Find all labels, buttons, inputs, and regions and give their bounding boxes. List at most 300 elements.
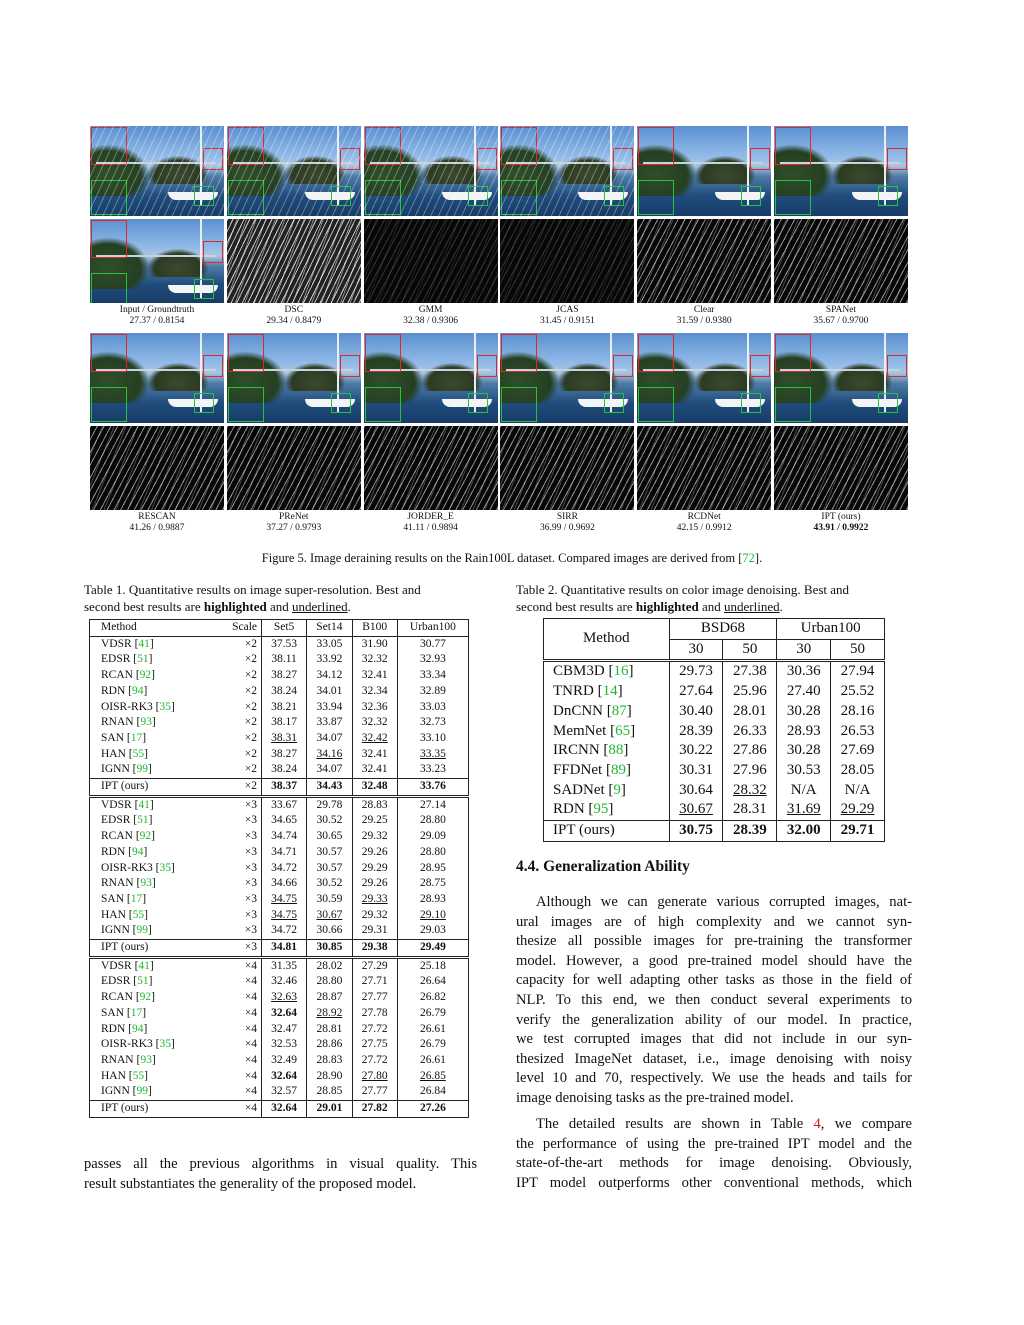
value-cell <box>723 702 777 722</box>
scene-boat <box>578 192 628 200</box>
rain-streak-map <box>364 426 498 510</box>
psnr-ssim-score: 41.11 / 0.9894 <box>403 523 458 533</box>
citation-link[interactable]: 92 <box>139 991 152 1004</box>
value-cell <box>397 1069 468 1085</box>
green-zoom-box <box>228 387 264 422</box>
metric-value: 38.11 <box>271 653 297 666</box>
scale-cell: ×3 <box>209 908 262 924</box>
caption-text: and <box>266 599 292 614</box>
value-cell <box>307 762 353 778</box>
metric-value: 27.78 <box>361 1006 388 1019</box>
citation-link[interactable]: 35 <box>159 861 171 874</box>
psnr-ssim-score: 36.99 / 0.9692 <box>539 523 595 533</box>
value-cell <box>262 684 307 700</box>
citation-link[interactable]: 94 <box>132 845 144 858</box>
red-zoom-box <box>638 334 674 372</box>
green-zoom-box <box>468 393 488 413</box>
derained-image <box>500 126 634 216</box>
metric-value: 27.72 <box>361 1022 388 1035</box>
green-zoom-box <box>91 180 127 215</box>
scale-cell: ×3 <box>209 829 262 845</box>
method-name: IGNN <box>101 1085 130 1098</box>
paragraph-line: the performance of using the pre-trained IPT model and the <box>516 1135 912 1152</box>
citation-link[interactable]: 92 <box>139 830 152 843</box>
citation-link[interactable]: 89 <box>610 761 626 778</box>
psnr-ssim-score: 32.38 / 0.9306 <box>403 316 459 326</box>
scale-cell: ×2 <box>209 636 262 652</box>
metric-value: 28.16 <box>840 702 875 719</box>
value-cell <box>352 684 397 700</box>
value-cell <box>307 700 353 716</box>
scene-mast <box>610 126 612 206</box>
metric-value: 32.32 <box>361 653 388 666</box>
metric-value: 32.57 <box>271 1085 297 1098</box>
method-cell: FFDNet [89] <box>544 761 670 781</box>
value-cell <box>352 1037 397 1053</box>
value-cell <box>262 668 307 684</box>
caption-text: second best results are <box>84 599 204 614</box>
value-cell <box>831 761 885 781</box>
table-row <box>544 702 885 722</box>
method-cell: HAN [55] <box>101 908 148 921</box>
scene-boat <box>168 192 218 200</box>
red-zoom-box <box>638 127 674 165</box>
method-name: RCAN <box>101 991 133 1004</box>
rain-streak-map <box>500 219 634 303</box>
scale-cell: ×2 <box>209 779 262 797</box>
value-cell <box>397 974 468 990</box>
noise-level-header: 50 <box>723 639 777 661</box>
metric-value: 26.64 <box>419 975 446 988</box>
metric-value: 25.52 <box>840 683 875 700</box>
method-cell: EDSR [51] <box>101 814 153 827</box>
metric-value: 34.72 <box>271 861 297 874</box>
value-cell <box>307 876 353 892</box>
paragraph-line: state-of-the-art methods for image denoising. Obviously, <box>516 1155 912 1172</box>
metric-value: 31.90 <box>361 637 388 650</box>
method-cell: VDSR [41] <box>90 796 210 813</box>
value-cell <box>352 923 397 939</box>
metric-value: 25.96 <box>732 683 767 700</box>
metric-value: 37.53 <box>271 637 297 650</box>
metric-value: 29.29 <box>361 861 388 874</box>
citation-link[interactable]: 92 <box>139 669 152 682</box>
red-zoom-box <box>228 334 264 372</box>
value-cell <box>352 892 397 908</box>
value-cell <box>397 668 468 684</box>
value-cell <box>669 761 723 781</box>
metric-value: 26.79 <box>419 1006 446 1019</box>
value-cell <box>723 741 777 761</box>
red-zoom-box <box>501 334 537 372</box>
metric-value: 30.67 <box>679 801 713 818</box>
groundtruth-image <box>90 219 224 303</box>
value-cell <box>262 990 307 1006</box>
metric-value: 29.71 <box>840 822 875 839</box>
value-cell <box>831 682 885 702</box>
red-zoom-box <box>887 355 907 377</box>
value-cell <box>669 800 723 820</box>
psnr-ssim-score: 41.26 / 0.9887 <box>129 523 185 533</box>
value-cell <box>262 813 307 829</box>
column-header: Set5 <box>262 620 307 637</box>
metric-value: 31.35 <box>271 959 297 972</box>
value-cell <box>397 923 468 939</box>
derained-image <box>90 126 224 216</box>
metric-value: 30.52 <box>316 877 343 890</box>
paragraph-line: passes all the previous algorithms in visual quality. This <box>84 1156 477 1172</box>
generalization-paragraph-1 <box>516 893 912 1109</box>
psnr-ssim-score: 27.37 / 0.8154 <box>129 316 185 326</box>
metric-value: 32.34 <box>361 684 388 697</box>
derained-image <box>227 126 361 216</box>
metric-value: 27.82 <box>361 1102 388 1115</box>
table-row <box>90 1022 469 1038</box>
scale-cell: ×3 <box>209 940 262 958</box>
method-name: RDN <box>101 845 126 858</box>
value-cell <box>307 974 353 990</box>
metric-value: 29.26 <box>361 877 388 890</box>
value-cell <box>307 684 353 700</box>
citation-link[interactable]: 51 <box>137 975 149 988</box>
value-cell <box>777 702 831 722</box>
red-zoom-box <box>775 334 811 372</box>
method-name: VDSR <box>101 959 132 972</box>
value-cell <box>352 715 397 731</box>
value-cell <box>352 1101 397 1118</box>
value-cell <box>307 779 353 797</box>
scene-hill-r <box>285 363 345 391</box>
metric-value: 33.76 <box>419 780 446 793</box>
citation-link[interactable]: 35 <box>159 700 171 713</box>
metric-value: 28.39 <box>679 722 713 739</box>
table-row <box>90 762 469 778</box>
value-cell <box>669 682 723 702</box>
value-cell <box>397 908 468 924</box>
citation-link[interactable]: 88 <box>608 742 624 759</box>
value-cell <box>262 908 307 924</box>
red-zoom-box <box>91 220 127 258</box>
green-zoom-box <box>638 387 674 422</box>
citation-link[interactable]: 94 <box>132 684 144 697</box>
citation-link[interactable]: 51 <box>137 814 149 827</box>
metric-value: 33.05 <box>316 637 343 650</box>
figure-cell <box>774 126 908 327</box>
method-name: IGNN <box>101 924 130 937</box>
value-cell <box>262 1006 307 1022</box>
method-name: SPANet <box>825 305 857 315</box>
value-cell <box>397 1022 468 1038</box>
metric-value: 27.72 <box>361 1053 388 1066</box>
metric-value: 28.87 <box>316 991 343 1004</box>
method-name: GMM <box>418 305 443 315</box>
method-cell: RCAN [92] <box>101 830 156 843</box>
value-cell <box>307 1084 353 1100</box>
citation-link[interactable]: 93 <box>140 716 152 729</box>
value-cell <box>307 1053 353 1069</box>
metric-value: 29.31 <box>361 924 388 937</box>
value-cell <box>307 1022 353 1038</box>
figure-5-caption <box>0 551 1024 566</box>
metric-value: 27.29 <box>361 959 388 972</box>
table-2-caption-line2 <box>516 598 912 615</box>
value-cell <box>262 731 307 747</box>
metric-value: 33.34 <box>419 669 446 682</box>
figure-cell <box>637 126 771 327</box>
citation-link[interactable]: 93 <box>140 877 152 890</box>
metric-value: 38.24 <box>271 684 297 697</box>
method-name: EDSR <box>101 814 131 827</box>
method-name: RESCAN <box>138 512 176 522</box>
scene-mast <box>474 126 476 206</box>
derained-image <box>774 126 908 216</box>
value-cell <box>307 845 353 861</box>
method-name: CBM3D <box>553 663 605 680</box>
value-cell <box>397 715 468 731</box>
value-cell <box>831 741 885 761</box>
method-name: PReNet <box>279 512 309 522</box>
derained-image <box>637 126 771 216</box>
metric-value: 28.81 <box>316 1022 343 1035</box>
psnr-ssim-score: 35.67 / 0.9700 <box>813 316 869 326</box>
figure-cell <box>364 333 498 534</box>
value-cell <box>777 661 831 682</box>
method-cell: RCAN [92] <box>101 991 156 1004</box>
metric-value: 28.93 <box>419 892 446 905</box>
metric-value: 32.89 <box>419 684 446 697</box>
value-cell <box>352 1053 397 1069</box>
value-cell <box>262 1037 307 1053</box>
rain-streak-map <box>227 219 361 303</box>
metric-value: 27.26 <box>419 1102 446 1115</box>
metric-value: N/A <box>844 781 871 798</box>
green-zoom-box <box>741 186 761 206</box>
method-name: EDSR <box>101 653 131 666</box>
figure-cell <box>90 126 224 327</box>
metric-value: 28.83 <box>361 798 388 811</box>
metric-value: 38.17 <box>271 716 297 729</box>
green-zoom-box <box>741 393 761 413</box>
metric-value: 32.63 <box>271 991 297 1004</box>
metric-value: 30.28 <box>786 742 821 759</box>
dataset-header: Urban100 <box>777 619 885 640</box>
scene-hill-r <box>148 249 208 277</box>
method-cell: RDN [94] <box>101 845 148 858</box>
metric-value: 32.42 <box>361 731 388 744</box>
citation-link[interactable]: 17 <box>130 892 143 905</box>
figure-cell <box>500 126 634 327</box>
green-zoom-box <box>501 387 537 422</box>
metric-value: 30.52 <box>316 814 343 827</box>
dataset-header: BSD68 <box>669 619 777 640</box>
derained-image <box>90 333 224 423</box>
value-cell <box>397 876 468 892</box>
citation-link[interactable]: 41 <box>138 637 150 650</box>
table-row <box>544 661 885 682</box>
citation-link[interactable]: 95 <box>593 801 609 818</box>
value-cell <box>777 682 831 702</box>
table-row <box>90 892 469 908</box>
green-zoom-box <box>468 186 488 206</box>
metric-value: 33.23 <box>419 763 446 776</box>
table-row <box>544 741 885 761</box>
table-1-caption-line2 <box>84 598 476 615</box>
paragraph-line: NLP. To this end, we then conduct several experiments to <box>516 991 912 1008</box>
green-zoom-box <box>331 186 351 206</box>
method-cell: RDN [94] <box>101 1022 148 1035</box>
green-zoom-box <box>365 387 401 422</box>
metric-value: 28.86 <box>316 1038 343 1051</box>
table-row <box>544 682 885 702</box>
value-cell <box>397 1084 468 1100</box>
table-header-row <box>90 620 469 637</box>
value-cell <box>397 829 468 845</box>
metric-value: 29.29 <box>840 801 875 818</box>
method-name: DSC <box>284 305 304 315</box>
method-name: SAN <box>101 892 125 905</box>
citation-link[interactable]: 94 <box>132 1022 144 1035</box>
citation-link[interactable]: 87 <box>611 702 627 719</box>
metric-value: 30.75 <box>679 822 713 839</box>
red-zoom-box <box>203 241 223 263</box>
citation-link[interactable]: 51 <box>137 653 149 666</box>
table-row <box>544 761 885 781</box>
table-row <box>90 923 469 939</box>
metric-value: 28.75 <box>419 877 446 890</box>
scale-cell: ×4 <box>209 957 262 974</box>
metric-value: 32.48 <box>361 780 388 793</box>
table-2-caption-line1: Table 2. Quantitative results on color image denoising. Best and <box>516 582 850 597</box>
rain-streak-map <box>227 426 361 510</box>
value-cell <box>262 1069 307 1085</box>
value-cell <box>777 781 831 801</box>
citation-link[interactable]: 55 <box>132 1069 145 1082</box>
method-name: OISR-RK3 <box>101 1038 153 1051</box>
table-row-ours <box>544 821 885 842</box>
citation-link[interactable]: 93 <box>140 1053 152 1066</box>
caption-text: . <box>347 599 351 614</box>
value-cell <box>307 1069 353 1085</box>
metric-value: 32.36 <box>361 700 388 713</box>
citation-link[interactable]: 99 <box>136 763 148 776</box>
caption-underlined: underlined <box>724 599 780 614</box>
metric-value: 28.80 <box>316 975 343 988</box>
green-zoom-box <box>194 186 214 206</box>
value-cell <box>262 779 307 797</box>
citation-link[interactable]: 17 <box>130 1006 143 1019</box>
citation-link[interactable]: 99 <box>136 924 148 937</box>
value-cell <box>262 652 307 668</box>
metric-value: 34.65 <box>271 814 297 827</box>
method-name: JORDER_E <box>407 512 454 522</box>
caption-text: second best results are <box>516 599 636 614</box>
value-cell <box>352 1006 397 1022</box>
citation-link[interactable]: 17 <box>130 731 143 744</box>
metric-value: 33.92 <box>316 653 343 666</box>
metric-value: 30.28 <box>786 702 821 719</box>
metric-value: 34.43 <box>316 780 343 793</box>
paragraph-line: capacity for well adapting other tasks as those in the field of <box>516 972 912 989</box>
scale-cell: ×2 <box>209 652 262 668</box>
citation-link[interactable]: 55 <box>132 908 145 921</box>
value-cell <box>723 821 777 842</box>
value-cell <box>262 957 307 974</box>
value-cell <box>262 1101 307 1118</box>
citation-link[interactable]: 65 <box>615 722 631 739</box>
green-zoom-box <box>604 393 624 413</box>
green-zoom-box <box>91 387 127 422</box>
citation-link[interactable]: 55 <box>132 747 145 760</box>
metric-value: 28.80 <box>419 845 446 858</box>
table-reference-link[interactable]: 4 <box>813 1116 821 1132</box>
scene-hill-r <box>832 363 892 391</box>
red-zoom-box <box>477 148 497 170</box>
metric-value: 32.46 <box>271 975 297 988</box>
method-cell: DnCNN [87] <box>544 702 670 722</box>
citation-link[interactable]: 14 <box>602 683 618 700</box>
citation-link[interactable]: 41 <box>138 798 150 811</box>
value-cell <box>669 722 723 742</box>
psnr-ssim-score: 43.91 / 0.9922 <box>813 523 869 533</box>
metric-value: 33.87 <box>316 716 343 729</box>
noise-level-header: 30 <box>777 639 831 661</box>
metric-value: 29.38 <box>361 941 388 954</box>
value-cell <box>262 762 307 778</box>
method-name: IRCNN <box>553 742 600 759</box>
column-header: Scale <box>209 620 262 637</box>
metric-value: 29.03 <box>419 924 446 937</box>
metric-value: 28.01 <box>732 702 767 719</box>
value-cell <box>669 741 723 761</box>
value-cell <box>397 1006 468 1022</box>
citation-link[interactable]: 99 <box>136 1085 148 1098</box>
value-cell <box>262 700 307 716</box>
metric-value: 27.14 <box>419 798 446 811</box>
method-name: VDSR <box>101 798 132 811</box>
metric-value: 34.66 <box>271 877 297 890</box>
value-cell <box>352 668 397 684</box>
citation-link[interactable]: 16 <box>613 663 629 680</box>
scale-cell: ×2 <box>209 747 262 763</box>
method-cell: RCAN [92] <box>101 669 156 682</box>
value-cell <box>262 829 307 845</box>
metric-value: 34.07 <box>316 731 343 744</box>
metric-value: 34.74 <box>271 830 297 843</box>
metric-value: 25.18 <box>419 959 446 972</box>
citation-link[interactable]: 35 <box>159 1038 171 1051</box>
metric-value: 32.49 <box>271 1053 297 1066</box>
value-cell <box>831 661 885 682</box>
citation-link[interactable]: 9 <box>613 781 621 798</box>
method-cell <box>90 779 210 797</box>
paragraph-line: image denoising tasks as the pre-trained model. <box>516 1089 794 1106</box>
metric-value: 28.83 <box>316 1053 343 1066</box>
value-cell <box>307 1006 353 1022</box>
metric-value: 29.78 <box>316 798 343 811</box>
green-zoom-box <box>878 393 898 413</box>
value-cell <box>777 722 831 742</box>
citation-link[interactable]: 41 <box>138 959 150 972</box>
method-name: RCDNet <box>687 512 721 522</box>
metric-value: 28.85 <box>316 1085 343 1098</box>
citation-link[interactable]: 72 <box>742 551 755 565</box>
method-name: IPT (ours) <box>101 1102 149 1115</box>
paragraph-line: IPT model outperforms other conventional methods, which <box>516 1174 912 1191</box>
value-cell <box>262 876 307 892</box>
table-row <box>90 1037 469 1053</box>
method-cell: RDN [95] <box>544 800 670 820</box>
value-cell <box>352 876 397 892</box>
